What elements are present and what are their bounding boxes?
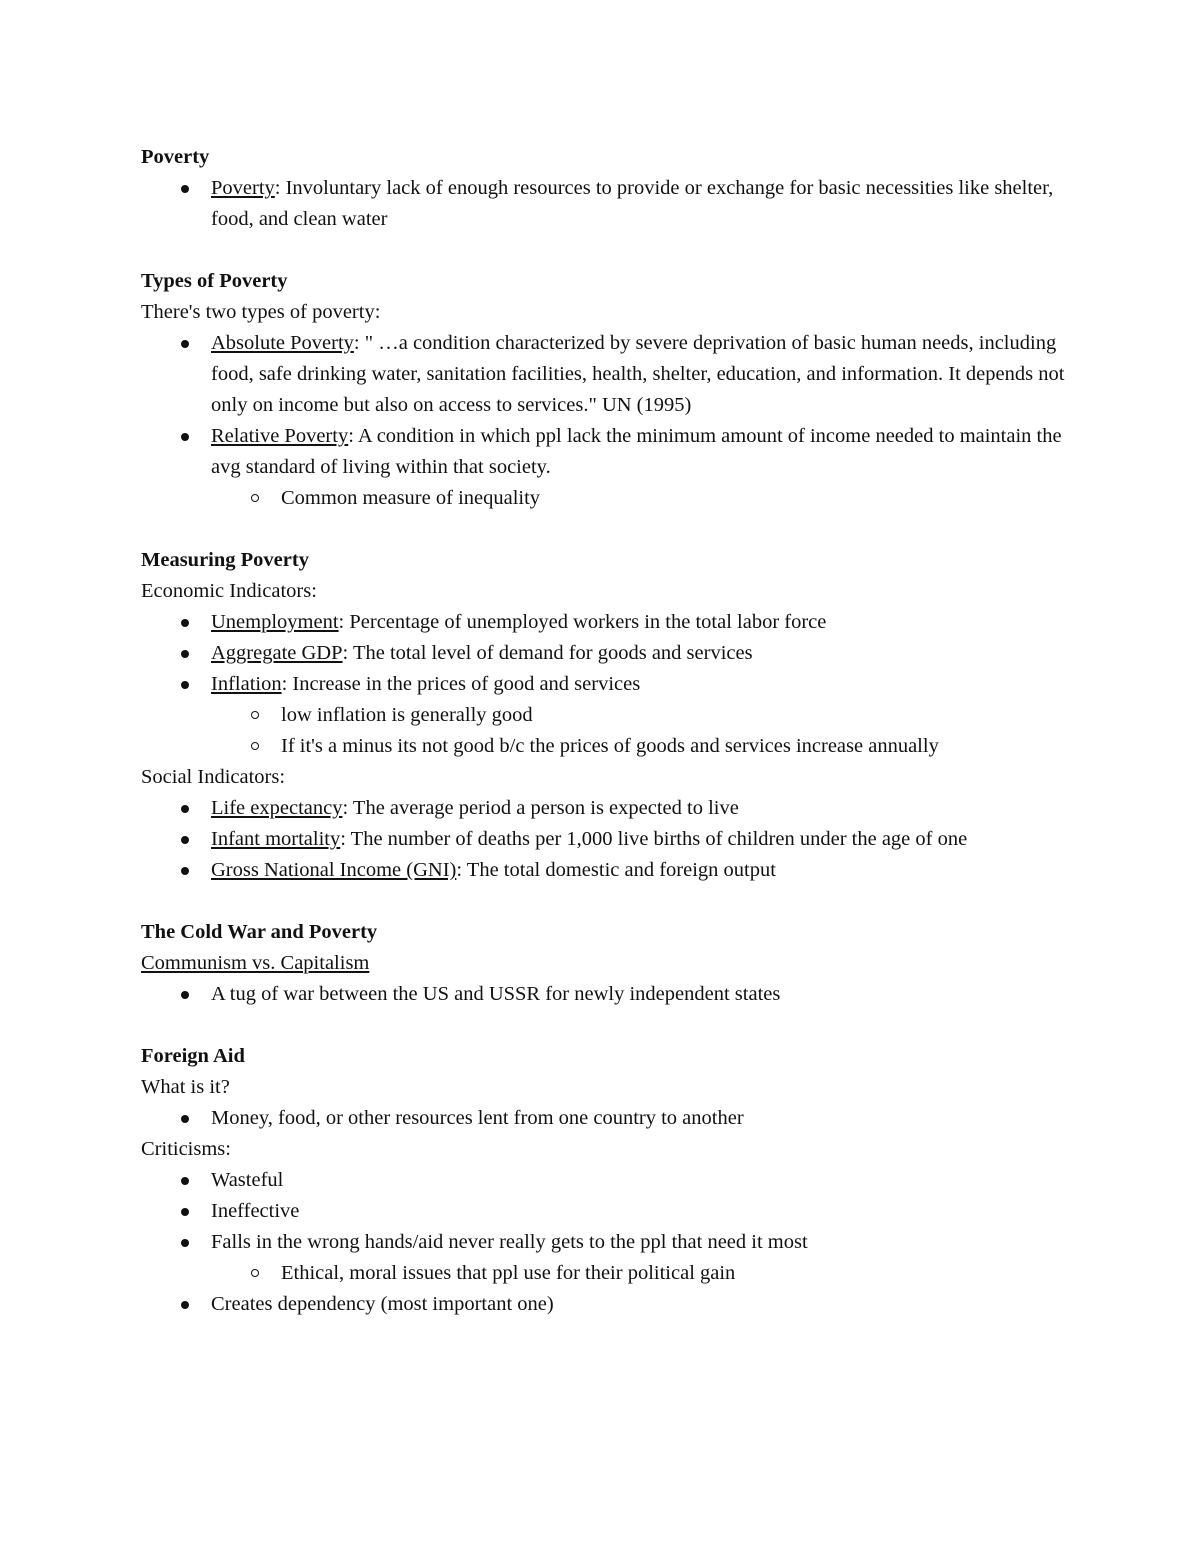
list-item xyxy=(141,421,1071,514)
sub-list-item: If it's a minus its not good b/c the prices of goods and services increase annually xyxy=(211,731,1071,762)
term: Relative Poverty xyxy=(211,425,349,447)
poverty-list xyxy=(141,173,1071,235)
list-item xyxy=(141,1227,1071,1289)
term: Poverty xyxy=(211,177,275,199)
section-heading-measuring: Measuring Poverty xyxy=(141,549,309,571)
definition: : The total level of demand for goods and services xyxy=(342,642,753,664)
list-item xyxy=(141,607,1071,638)
list-item xyxy=(141,669,1071,762)
coldwar-list xyxy=(141,979,1071,1010)
term: Absolute Poverty xyxy=(211,332,354,354)
term: Infant mortality xyxy=(211,828,341,850)
types-list xyxy=(141,328,1071,514)
list-item xyxy=(141,638,1071,669)
list-item: Creates dependency (most important one) xyxy=(141,1289,1071,1320)
definition: : Involuntary lack of enough resources to provide or exchange for basic necessities like shelter, food, and clean water xyxy=(211,177,1054,230)
sub-list-item: low inflation is generally good xyxy=(211,700,1071,731)
section-heading-coldwar: The Cold War and Poverty xyxy=(141,921,378,943)
coldwar-subheading: Communism vs. Capitalism xyxy=(141,952,370,974)
sub-list-item: Ethical, moral issues that ppl use for their political gain xyxy=(211,1258,1071,1289)
definition: : " …a condition characterized by severe deprivation of basic human needs, including food, safe drinking water, sanitation facilities, health, shelter, education, and information. It depends not only on income but also on access to services." UN (1995) xyxy=(211,332,1065,416)
definition: : The average period a person is expected to live xyxy=(342,797,739,819)
sub-list xyxy=(211,700,1071,762)
types-intro: There's two types of poverty: xyxy=(141,301,381,323)
list-item: Ineffective xyxy=(141,1196,1071,1227)
list-item: Wasteful xyxy=(141,1165,1071,1196)
aid-criticisms-label: Criticisms: xyxy=(141,1138,231,1160)
term: Life expectancy xyxy=(211,797,343,819)
definition: : Increase in the prices of good and services xyxy=(281,673,641,695)
section-heading-poverty: Poverty xyxy=(141,146,210,168)
term: Inflation xyxy=(211,673,282,695)
definition: : The total domestic and foreign output xyxy=(456,859,776,881)
aid-what-list xyxy=(141,1103,1071,1134)
list-item-text: Falls in the wrong hands/aid never really gets to the ppl that need it most xyxy=(211,1231,808,1253)
definition: : A condition in which ppl lack the minimum amount of income needed to maintain the avg standard of living within that society. xyxy=(211,425,1062,478)
list-item xyxy=(141,328,1071,421)
economic-indicators-list xyxy=(141,607,1071,762)
term: Unemployment xyxy=(211,611,339,633)
section-heading-types: Types of Poverty xyxy=(141,270,288,292)
definition: : Percentage of unemployed workers in the total labor force xyxy=(338,611,827,633)
list-item xyxy=(141,855,1071,886)
list-item xyxy=(141,793,1071,824)
term: Aggregate GDP xyxy=(211,642,343,664)
sub-list xyxy=(211,1258,1071,1289)
list-item: A tug of war between the US and USSR for newly independent states xyxy=(141,979,1071,1010)
aid-criticisms-list xyxy=(141,1165,1071,1320)
notes-content xyxy=(141,142,1071,1320)
definition: : The number of deaths per 1,000 live births of children under the age of one xyxy=(340,828,968,850)
sub-list xyxy=(211,483,1071,514)
economic-indicators-label: Economic Indicators: xyxy=(141,580,317,602)
list-item: Money, food, or other resources lent from one country to another xyxy=(141,1103,1071,1134)
list-item xyxy=(141,173,1071,235)
term: Gross National Income (GNI) xyxy=(211,859,457,881)
list-item xyxy=(141,824,1071,855)
social-indicators-label: Social Indicators: xyxy=(141,766,286,788)
aid-what-label: What is it? xyxy=(141,1076,230,1098)
social-indicators-list xyxy=(141,793,1071,886)
section-heading-aid: Foreign Aid xyxy=(141,1045,245,1067)
sub-list-item: Common measure of inequality xyxy=(211,483,1071,514)
